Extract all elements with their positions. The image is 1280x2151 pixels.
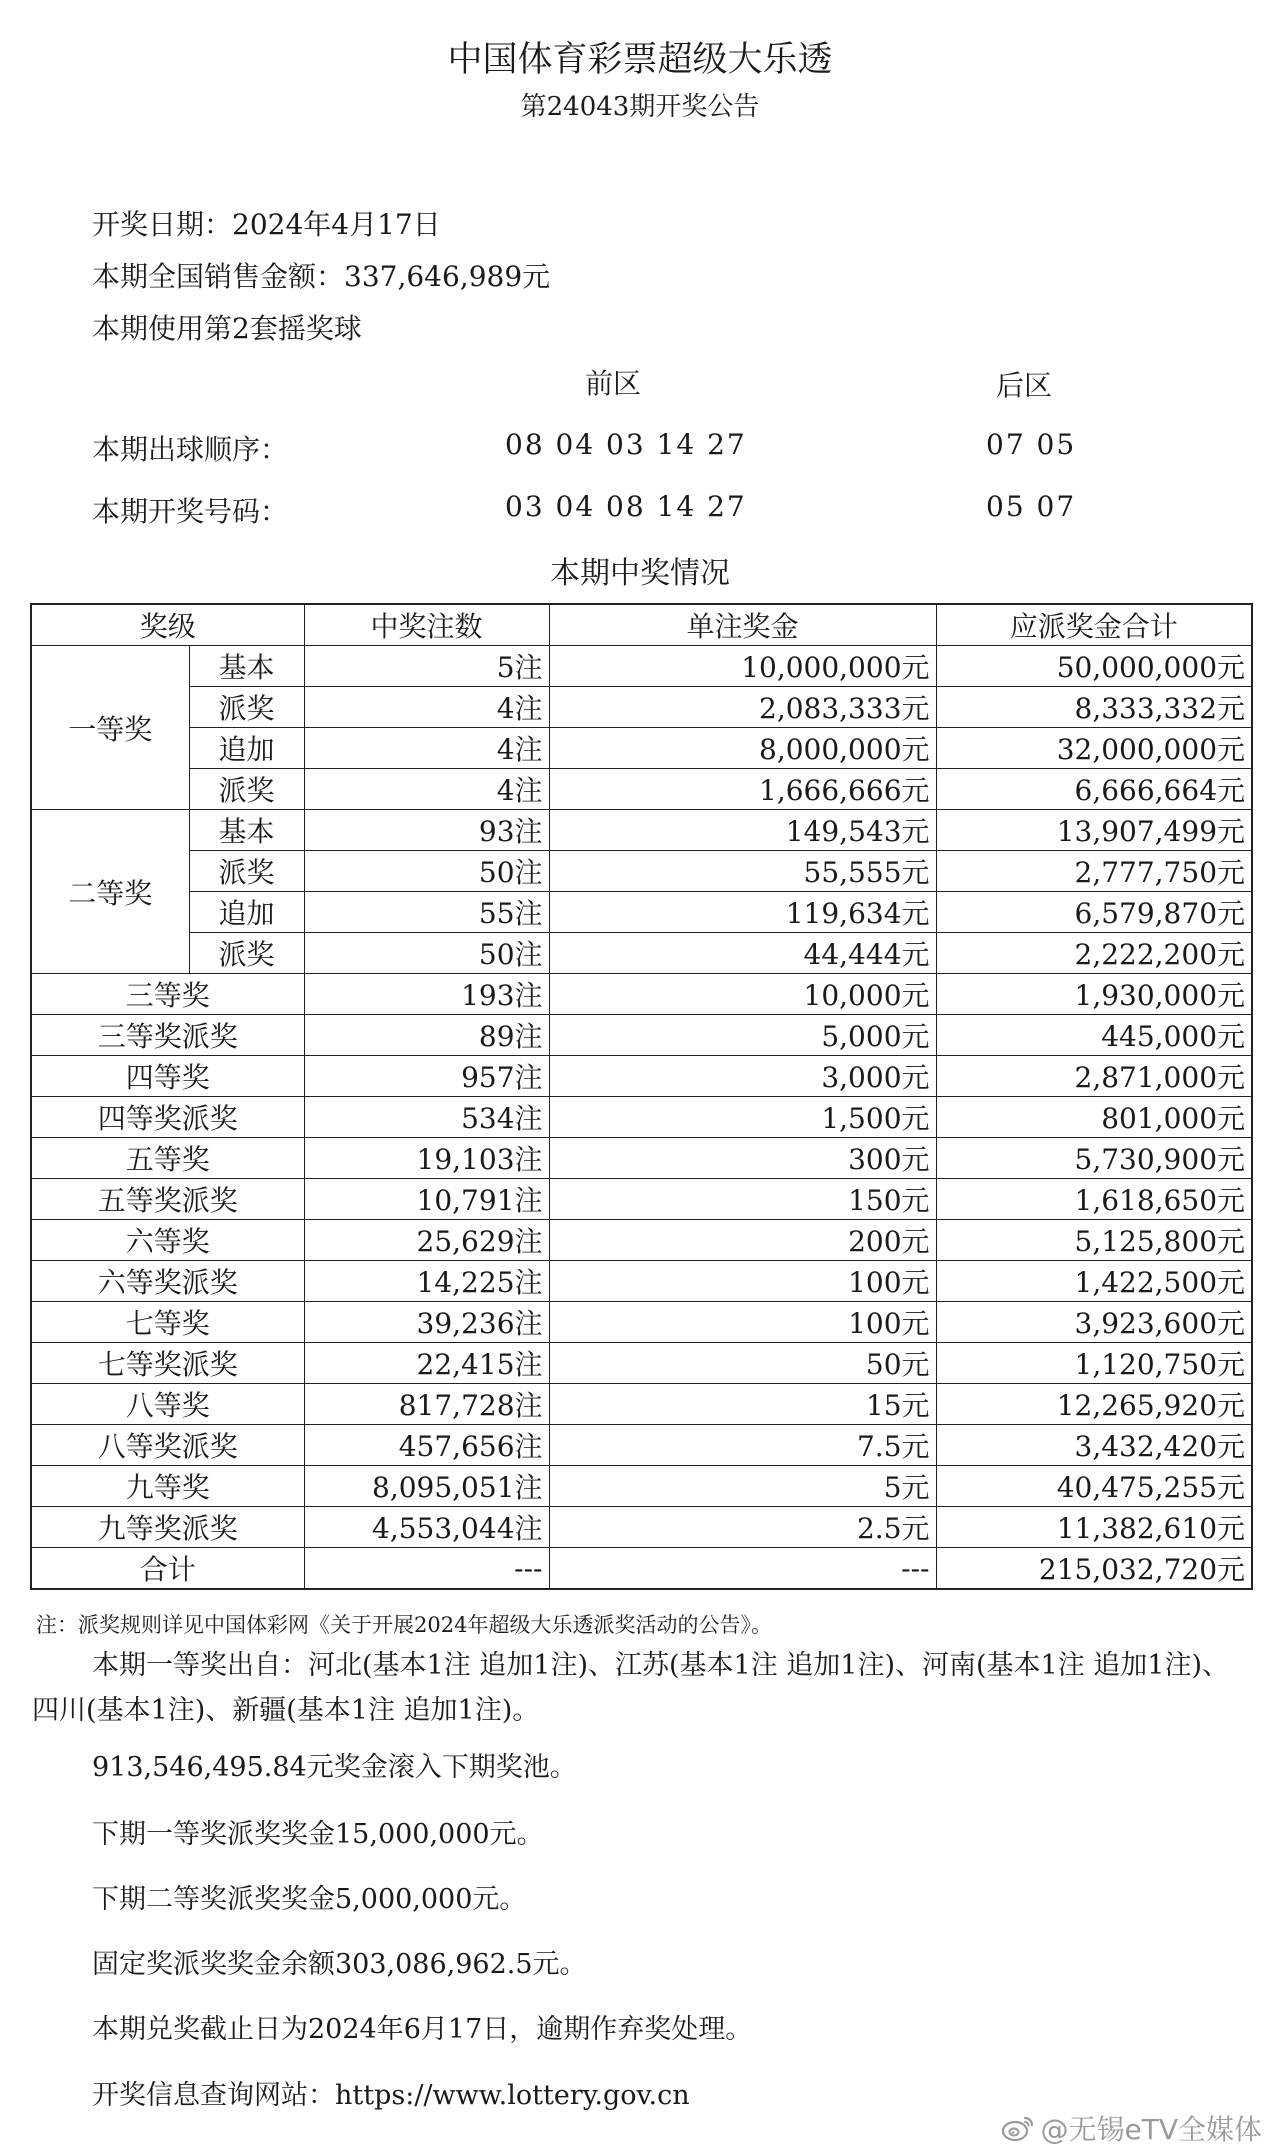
draw-order-front: 08 04 03 14 27 xyxy=(505,428,747,461)
total-prize: 13,907,499元 xyxy=(936,810,1252,851)
table-row xyxy=(31,646,1252,687)
sales-amount: 本期全国销售金额：337,646,989元 xyxy=(92,260,551,293)
prize-level: 六等奖派奖 xyxy=(31,1261,304,1302)
winner-count: 8,095,051注 xyxy=(304,1466,549,1507)
header-level: 奖级 xyxy=(31,604,304,646)
total-prize: 8,333,332元 xyxy=(936,687,1252,728)
weibo-icon xyxy=(1001,2114,1035,2142)
table-row xyxy=(31,1097,1252,1138)
unit-prize: 200元 xyxy=(549,1220,936,1261)
prize-sublevel: 追加 xyxy=(189,728,304,769)
unit-prize: 10,000,000元 xyxy=(549,646,936,687)
table-row xyxy=(31,933,1252,974)
total-prize: 1,618,650元 xyxy=(936,1179,1252,1220)
issue-subtitle: 第24043期开奖公告 xyxy=(520,92,760,122)
unit-prize: 2.5元 xyxy=(549,1507,936,1548)
winner-count: 4注 xyxy=(304,769,549,810)
table-row xyxy=(31,1466,1252,1507)
table-row xyxy=(31,1015,1252,1056)
lottery-website: 开奖信息查询网站：https://www.lottery.gov.cn xyxy=(92,2080,690,2111)
winning-numbers-label: 本期开奖号码： xyxy=(92,495,289,528)
prize-sublevel: 追加 xyxy=(189,892,304,933)
table-row xyxy=(31,728,1252,769)
table-header-row xyxy=(31,604,1252,646)
winner-count: 957注 xyxy=(304,1056,549,1097)
header-unit-prize: 单注奖金 xyxy=(549,604,936,646)
table-row xyxy=(31,1220,1252,1261)
total-prize: 3,432,420元 xyxy=(936,1425,1252,1466)
unit-prize: 1,666,666元 xyxy=(549,769,936,810)
table-row xyxy=(31,769,1252,810)
table-total-row xyxy=(31,1548,1252,1590)
total-prize: 2,222,200元 xyxy=(936,933,1252,974)
header-count: 中奖注数 xyxy=(304,604,549,646)
table-row xyxy=(31,851,1252,892)
unit-prize: 3,000元 xyxy=(549,1056,936,1097)
winner-count: 22,415注 xyxy=(304,1343,549,1384)
prize-table xyxy=(30,603,1253,1590)
table-row xyxy=(31,1384,1252,1425)
table-row xyxy=(31,974,1252,1015)
total-prize: 445,000元 xyxy=(936,1015,1252,1056)
winner-count: 25,629注 xyxy=(304,1220,549,1261)
winner-count: 534注 xyxy=(304,1097,549,1138)
draw-order-label: 本期出球顺序： xyxy=(92,433,289,466)
total-unit: --- xyxy=(549,1548,936,1590)
total-prize: 2,777,750元 xyxy=(936,851,1252,892)
winner-count: 19,103注 xyxy=(304,1138,549,1179)
total-count: --- xyxy=(304,1548,549,1590)
unit-prize: 2,083,333元 xyxy=(549,687,936,728)
total-prize: 32,000,000元 xyxy=(936,728,1252,769)
prize-level: 八等奖 xyxy=(31,1384,304,1425)
claim-deadline: 本期兑奖截止日为2024年6月17日，逾期作弃奖处理。 xyxy=(92,2014,753,2045)
footnote: 注：派奖规则详见中国体彩网《关于开展2024年超级大乐透派奖活动的公告》。 xyxy=(36,1613,772,1637)
unit-prize: 119,634元 xyxy=(549,892,936,933)
table-row xyxy=(31,1425,1252,1466)
prize-level: 七等奖派奖 xyxy=(31,1343,304,1384)
prize-sublevel: 派奖 xyxy=(189,769,304,810)
total-prize: 1,930,000元 xyxy=(936,974,1252,1015)
prize-level: 九等奖 xyxy=(31,1466,304,1507)
unit-prize: 55,555元 xyxy=(549,851,936,892)
prize-level: 五等奖派奖 xyxy=(31,1179,304,1220)
prize-level: 三等奖派奖 xyxy=(31,1015,304,1056)
winner-count: 4注 xyxy=(304,687,549,728)
winner-count: 10,791注 xyxy=(304,1179,549,1220)
total-prize: 6,579,870元 xyxy=(936,892,1252,933)
watermark-text: @无锡eTV全媒体 xyxy=(1040,2113,1262,2146)
total-prize: 5,125,800元 xyxy=(936,1220,1252,1261)
prize-level: 七等奖 xyxy=(31,1302,304,1343)
prize-level: 八等奖派奖 xyxy=(31,1425,304,1466)
prize-level: 三等奖 xyxy=(31,974,304,1015)
table-row xyxy=(31,1302,1252,1343)
total-prize: 11,382,610元 xyxy=(936,1507,1252,1548)
table-row xyxy=(31,1138,1252,1179)
table-row xyxy=(31,1261,1252,1302)
unit-prize: 50元 xyxy=(549,1343,936,1384)
unit-prize: 5,000元 xyxy=(549,1015,936,1056)
winner-count: 55注 xyxy=(304,892,549,933)
prize-level: 二等奖 xyxy=(31,810,189,974)
first-prize-origin: 本期一等奖出自：河北(基本1注 追加1注)、江苏(基本1注 追加1注)、河南(基本1注 追加1注)、四川(基本1注)、新疆(基本1注 追加1注)。 xyxy=(32,1650,1230,1726)
total-prize: 1,422,500元 xyxy=(936,1261,1252,1302)
unit-prize: 10,000元 xyxy=(549,974,936,1015)
table-row xyxy=(31,892,1252,933)
unit-prize: 7.5元 xyxy=(549,1425,936,1466)
table-row xyxy=(31,1056,1252,1097)
next-first-prize-bonus: 下期一等奖派奖奖金15,000,000元。 xyxy=(92,1819,544,1850)
unit-prize: 150元 xyxy=(549,1179,936,1220)
winning-numbers-back: 05 07 xyxy=(986,490,1077,523)
total-prize: 50,000,000元 xyxy=(936,646,1252,687)
prize-sublevel: 派奖 xyxy=(189,851,304,892)
unit-prize: 100元 xyxy=(549,1302,936,1343)
unit-prize: 300元 xyxy=(549,1138,936,1179)
next-second-prize-bonus: 下期二等奖派奖奖金5,000,000元。 xyxy=(92,1884,527,1915)
unit-prize: 15元 xyxy=(549,1384,936,1425)
total-prize: 3,923,600元 xyxy=(936,1302,1252,1343)
total-prize: 1,120,750元 xyxy=(936,1343,1252,1384)
total-prize: 12,265,920元 xyxy=(936,1384,1252,1425)
total-label: 合计 xyxy=(31,1548,304,1590)
total-prize: 5,730,900元 xyxy=(936,1138,1252,1179)
total-prize: 801,000元 xyxy=(936,1097,1252,1138)
rollover-amount: 913,546,495.84元奖金滚入下期奖池。 xyxy=(92,1752,577,1783)
winner-count: 50注 xyxy=(304,933,549,974)
prize-sublevel: 基本 xyxy=(189,646,304,687)
table-row xyxy=(31,1179,1252,1220)
header-total-prize: 应派奖金合计 xyxy=(936,604,1252,646)
table-row xyxy=(31,810,1252,851)
prize-sublevel: 派奖 xyxy=(189,687,304,728)
prize-section-title: 本期中奖情况 xyxy=(550,556,730,591)
fixed-prize-balance: 固定奖派奖奖金余额303,086,962.5元。 xyxy=(92,1949,587,1980)
table-row xyxy=(31,1343,1252,1384)
winner-count: 817,728注 xyxy=(304,1384,549,1425)
prize-level: 五等奖 xyxy=(31,1138,304,1179)
unit-prize: 100元 xyxy=(549,1261,936,1302)
page-title: 中国体育彩票超级大乐透 xyxy=(447,40,833,80)
winner-count: 4注 xyxy=(304,728,549,769)
winner-count: 193注 xyxy=(304,974,549,1015)
prize-level: 九等奖派奖 xyxy=(31,1507,304,1548)
winner-count: 457,656注 xyxy=(304,1425,549,1466)
unit-prize: 8,000,000元 xyxy=(549,728,936,769)
ball-set: 本期使用第2套摇奖球 xyxy=(92,312,362,345)
table-row xyxy=(31,1507,1252,1548)
winner-count: 39,236注 xyxy=(304,1302,549,1343)
winning-numbers-front: 03 04 08 14 27 xyxy=(505,490,747,523)
unit-prize: 1,500元 xyxy=(549,1097,936,1138)
front-zone-label: 前区 xyxy=(585,367,642,400)
prize-level: 四等奖 xyxy=(31,1056,304,1097)
draw-date: 开奖日期：2024年4月17日 xyxy=(92,208,441,241)
winner-count: 89注 xyxy=(304,1015,549,1056)
winner-count: 4,553,044注 xyxy=(304,1507,549,1548)
total-prize: 6,666,664元 xyxy=(936,769,1252,810)
prize-level: 六等奖 xyxy=(31,1220,304,1261)
winner-count: 14,225注 xyxy=(304,1261,549,1302)
winner-count: 93注 xyxy=(304,810,549,851)
back-zone-label: 后区 xyxy=(996,369,1053,402)
grand-total: 215,032,720元 xyxy=(936,1548,1252,1590)
watermark xyxy=(1001,2108,1263,2148)
total-prize: 40,475,255元 xyxy=(936,1466,1252,1507)
table-row xyxy=(31,687,1252,728)
unit-prize: 44,444元 xyxy=(549,933,936,974)
unit-prize: 5元 xyxy=(549,1466,936,1507)
prize-sublevel: 派奖 xyxy=(189,933,304,974)
prize-level: 四等奖派奖 xyxy=(31,1097,304,1138)
winner-count: 50注 xyxy=(304,851,549,892)
prize-sublevel: 基本 xyxy=(189,810,304,851)
draw-order-back: 07 05 xyxy=(986,428,1077,461)
prize-level: 一等奖 xyxy=(31,646,189,810)
unit-prize: 149,543元 xyxy=(549,810,936,851)
total-prize: 2,871,000元 xyxy=(936,1056,1252,1097)
winner-count: 5注 xyxy=(304,646,549,687)
